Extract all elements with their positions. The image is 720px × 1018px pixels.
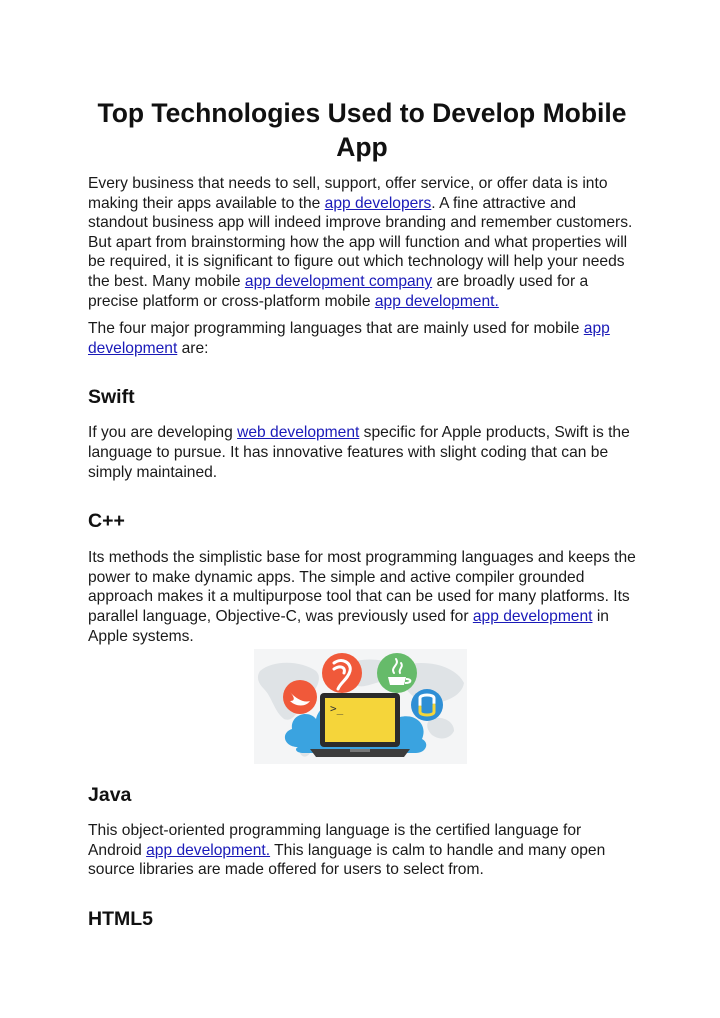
cpp-text-2: in Apple systems.	[88, 607, 609, 645]
scala-icon	[322, 653, 362, 693]
swift-icon	[283, 680, 317, 714]
swift-paragraph	[88, 423, 636, 482]
intro-text-1: Every business that needs to sell, support, offer service, or offer data is into making their apps available to the	[88, 175, 608, 212]
cpp-text-1: Its methods the simplistic base for most programming languages and keeps the power to make dynamic apps. The simple and active compiler grounded approach makes it a multipurpose tool that can be used for many platforms. Its parallel language, Objective-C, was previously used for	[88, 549, 636, 625]
technologies-illustration	[254, 649, 467, 764]
swift-heading: Swift	[88, 386, 135, 409]
svg-text:>_: >_	[330, 702, 344, 716]
mobile-app-development-link[interactable]: app development.	[374, 292, 499, 310]
languages-paragraph	[88, 319, 636, 358]
languages-text-2: are:	[177, 339, 209, 357]
html5-heading: HTML5	[88, 907, 153, 930]
java-paragraph	[88, 821, 636, 880]
android-app-development-link[interactable]: app development.	[146, 841, 271, 859]
app-developers-link[interactable]: app developers	[324, 194, 432, 212]
cpp-heading: C++	[88, 510, 125, 533]
java-heading: Java	[88, 784, 132, 807]
java-text-1: This object-oriented programming language is the certified language for Android	[88, 822, 582, 859]
cpp-paragraph	[88, 548, 636, 646]
java-text-2: This language is calm to handle and many open source libraries are made offered for users to select from.	[88, 841, 606, 879]
intro-text-2: . A fine attractive and standout business app will indeed improve branding and remember customers. But apart from brainstorming how the app will function and what properties will be required, it is significant to figure out which technology will help your needs the best. Many mobile	[88, 194, 633, 290]
app-development-company-link[interactable]: app development company	[244, 272, 433, 290]
python-icon	[411, 689, 443, 721]
document-content	[88, 96, 636, 931]
intro-paragraph	[88, 174, 636, 311]
swift-text-1: If you are developing	[88, 424, 238, 442]
intro-text-3: are broadly used for a precise platform or cross-platform mobile	[88, 272, 589, 310]
java-icon	[377, 653, 417, 693]
web-development-link[interactable]: web development	[237, 424, 360, 442]
cpp-app-development-link[interactable]: app development	[472, 607, 593, 625]
illustration-svg	[254, 649, 467, 764]
languages-app-development-link[interactable]: app development	[88, 320, 610, 357]
page-title: Top Technologies Used to Develop Mobile App	[97, 98, 627, 162]
swift-text-2: specific for Apple products, Swift is the language to pursue. It has innovative features with slight coding that can be simply maintained.	[88, 424, 630, 481]
languages-text-1: The four major programming languages that are mainly used for mobile	[88, 320, 584, 338]
